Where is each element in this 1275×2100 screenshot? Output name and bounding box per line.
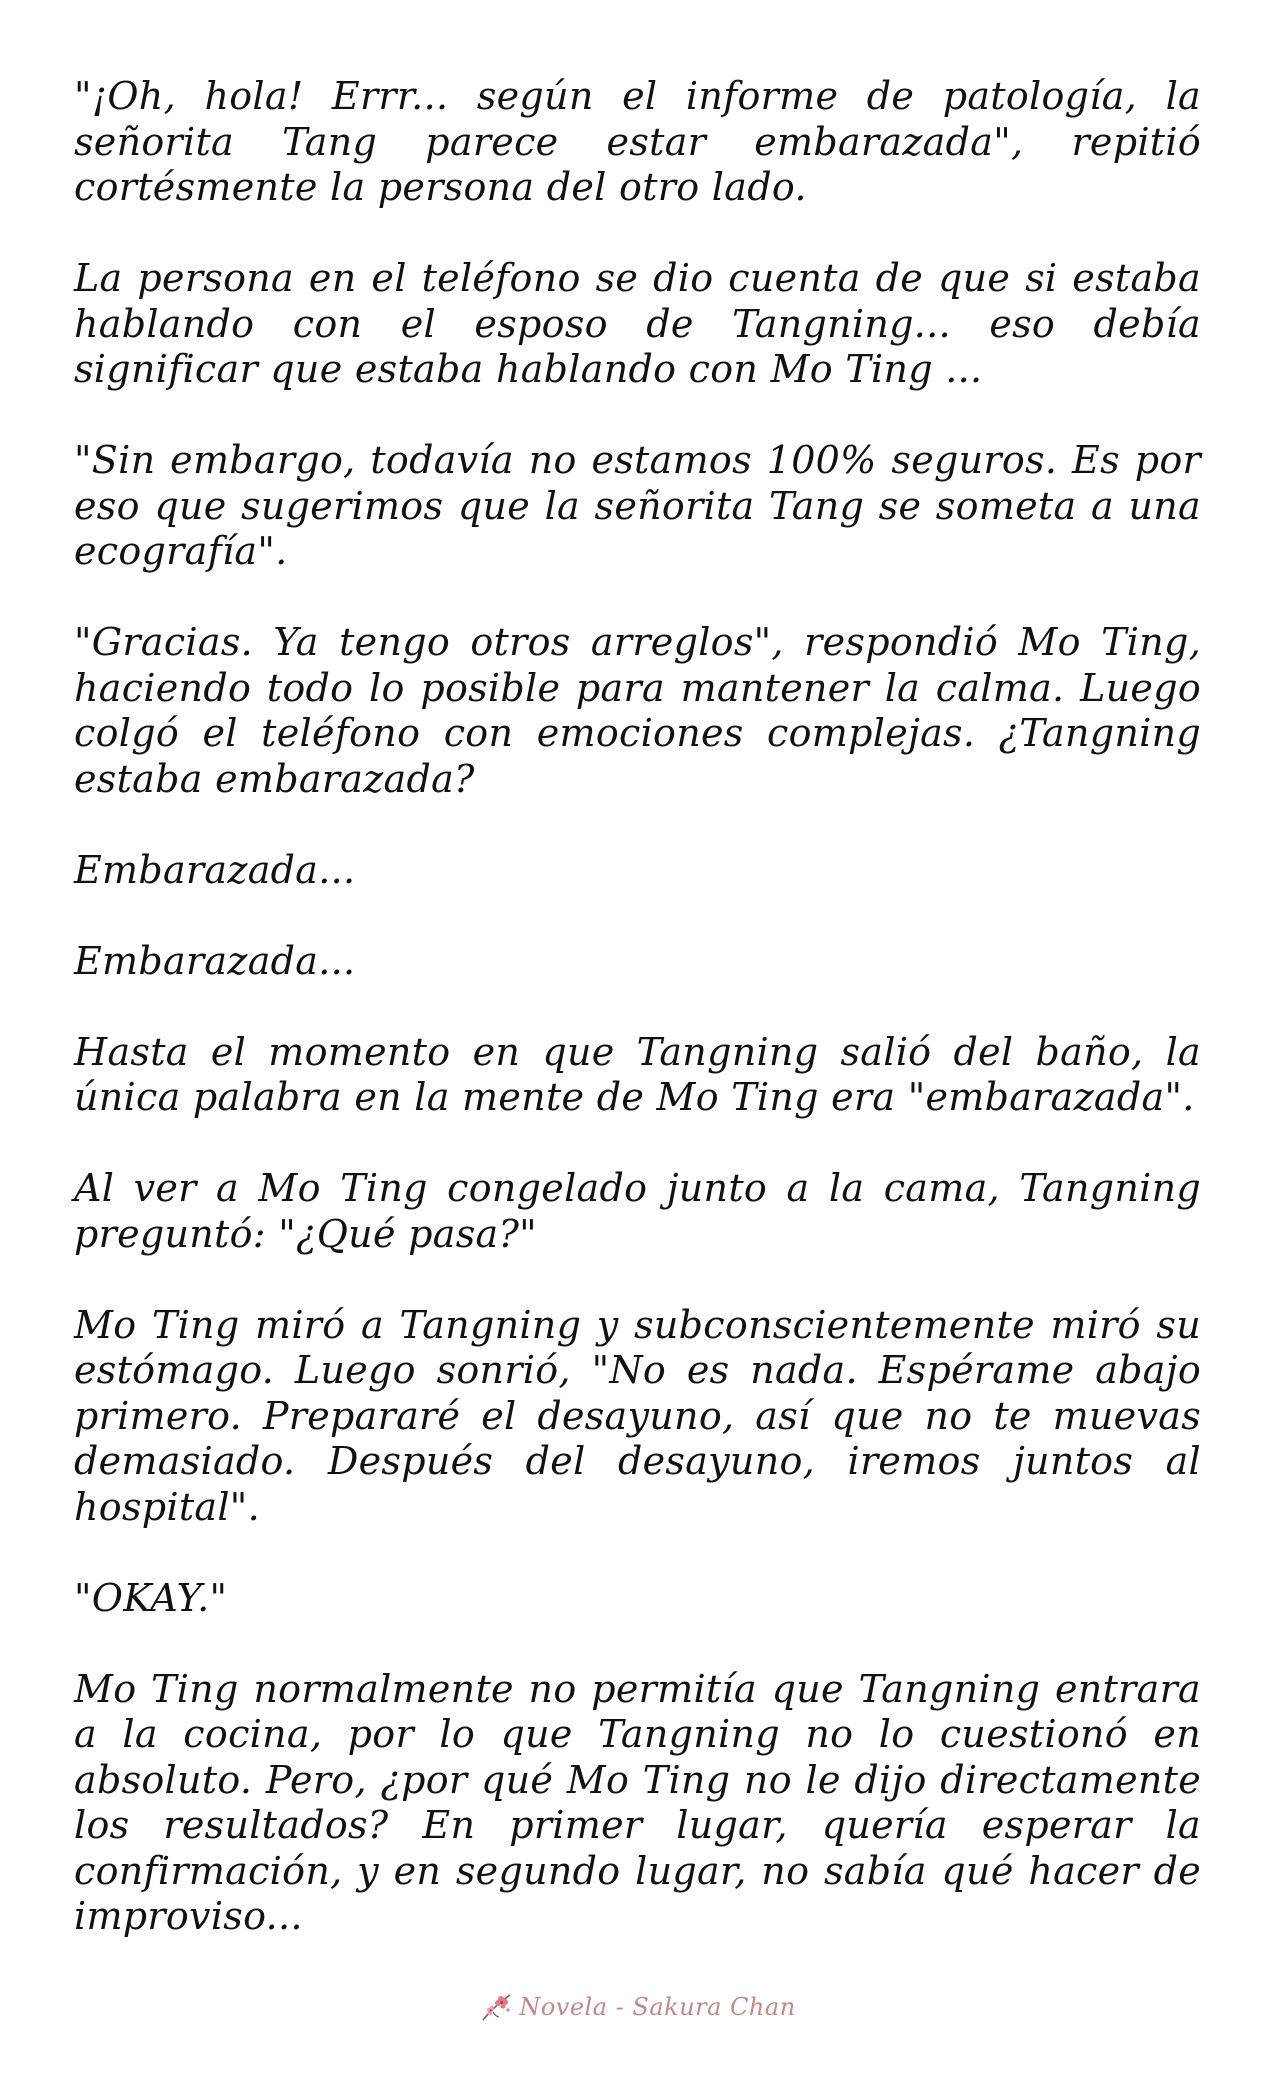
watermark-text: Novela - Sakura Chan	[519, 1993, 796, 2021]
paragraph-6: Embarazada...	[74, 938, 356, 983]
paragraph-1: "¡Oh, hola! Errr... según el informe de patología, la señorita Tang parece estar embarazada", repitió cortésmente la persona del otro lado.	[74, 74, 1201, 209]
paragraph-9: Mo Ting miró a Tangning y subconscientemente miró su estómago. Luego sonrió, "No es nada. Espérame abajo primero. Prepararé el desayuno, así que no te muevas demasiado. Después del desayuno, iremos juntos al hospital".	[74, 1302, 1201, 1529]
cherry-blossom-icon	[479, 1990, 513, 2024]
paragraph-2: La persona en el teléfono se dio cuenta de que si estaba hablando con el esposo de Tangning... eso debía significar que estaba hablando con Mo Ting ...	[74, 256, 1201, 391]
paragraph-3: "Sin embargo, todavía no estamos 100% seguros. Es por eso que sugerimos que la señorita Tang se someta a una ecografía".	[74, 438, 1201, 573]
paragraph-8: Al ver a Mo Ting congelado junto a la cama, Tangning preguntó: "¿Qué pasa?"	[74, 1166, 1201, 1256]
paragraph-10: "OKAY."	[74, 1575, 228, 1620]
paragraph-5: Embarazada...	[74, 847, 356, 892]
paragraph-7: Hasta el momento en que Tangning salió del baño, la única palabra en la mente de Mo Ting era "embarazada".	[74, 1029, 1201, 1119]
paragraph-11: Mo Ting normalmente no permitía que Tangning entrara a la cocina, por lo que Tangning no lo cuestionó en absoluto. Pero, ¿por qué Mo Ting no le dijo directamente los resultados? En primer lugar, quería esperar la confirmación, y en segundo lugar, no sabía qué hacer de improviso...	[74, 1666, 1201, 1938]
document-body	[74, 74, 1201, 1985]
watermark-footer	[0, 1990, 1275, 2024]
paragraph-4: "Gracias. Ya tengo otros arreglos", respondió Mo Ting, haciendo todo lo posible para mantener la calma. Luego colgó el teléfono con emociones complejas. ¿Tangning estaba embarazada?	[74, 620, 1201, 801]
